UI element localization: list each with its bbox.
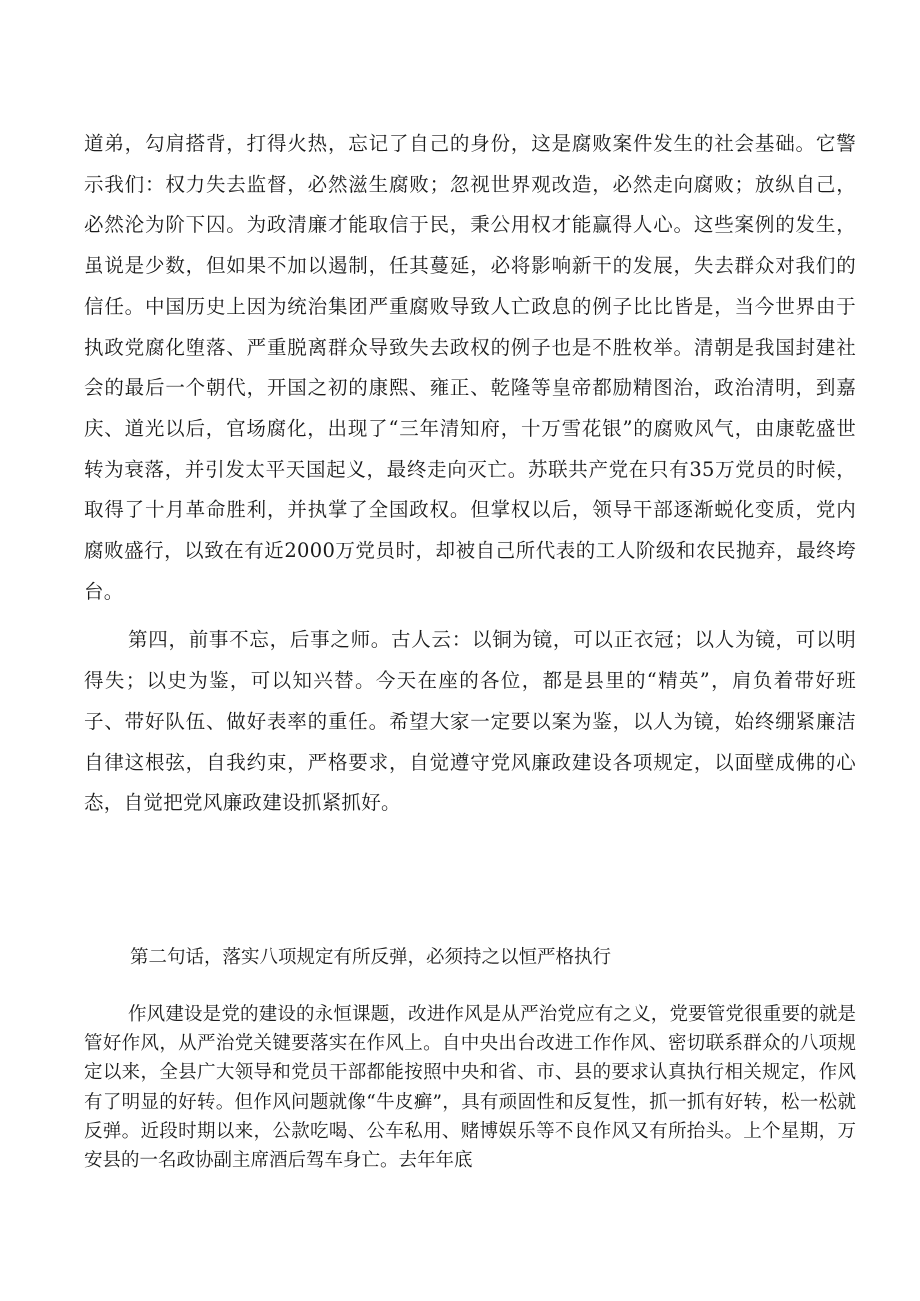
paragraph-history-lessons: 道弟，勾肩搭背，打得火热，忘记了自己的身份，这是腐败案件发生的社会基础。它警示我们：权力失去监督，必然滋生腐败；忽视世界观改造，必然走向腐败；放纵自己，必然沦为阶下囚。为政清廉才能取信于民，秉公用权才能赢得人心。这些案例的发生，虽说是少数，但如果不加以遏制，任其蔓延，必将影响新干的发展，失去群众对我们的信任。中国历史上因为统治集团严重腐败导致人亡政息的例子比比皆是，当今世界由于执政党腐化堕落、严重脱离群众导致失去政权的例子也是不胜枚举。清朝是我国封建社会的最后一个朝代，开国之初的康熙、雍正、乾隆等皇帝都励精图治，政治清明，到嘉庆、道光以后，官场腐化，出现了“三年清知府，十万雪花银”的腐败风气，由康乾盛世转为衰落，并引发太平天国起义，最终走向灭亡。苏联共产党在只有35万党员的时候，取得了十月革命胜利，并执掌了全国政权。但掌权以后，领导干部逐渐蜕化变质，党内腐败盛行，以致在有近2000万党员时，却被自己所代表的工人阶级和农民抛弃，最终垮台。 (84, 132, 856, 603)
section-heading-second-point: 第二句话，落实八项规定有所反弹，必须持之以恒严格执行 (130, 947, 612, 968)
body-section-1 (84, 124, 856, 824)
paragraph-work-style: 作风建设是党的建设的永恒课题，改进作风是从严治党应有之义，党要管党很重要的就是管好作风，从严治党关键要落实在作风上。自中央出台改进工作作风、密切联系群众的八项规定以来，全县广大领导和党员干部都能按照中央和省、市、县的要求认真执行相关规定，作风有了明显的好转。但作风问题就像“牛皮癣”，具有顽固性和反复性，抓一抓有好转，松一松就反弹。近段时期以来，公款吃喝、公车私用、赌博娱乐等不良作风又有所抬头。上个星期，万安县的一名政协副主席酒后驾车身亡。去年年底 (84, 1004, 856, 1172)
paragraph-fourth-point: 第四，前事不忘，后事之师。古人云：以铜为镜，可以正衣冠；以人为镜，可以明得失；以史为鉴，可以知兴替。今天在座的各位，都是县里的“精英”，肩负着带好班子、带好队伍、做好表率的重任。希望大家一定要以案为鉴，以人为镜，始终绷紧廉洁自律这根弦，自我约束，严格要求，自觉遵守党风廉政建设各项规定，以面壁成佛的心态，自觉把党风廉政建设抓紧抓好。 (84, 628, 856, 815)
